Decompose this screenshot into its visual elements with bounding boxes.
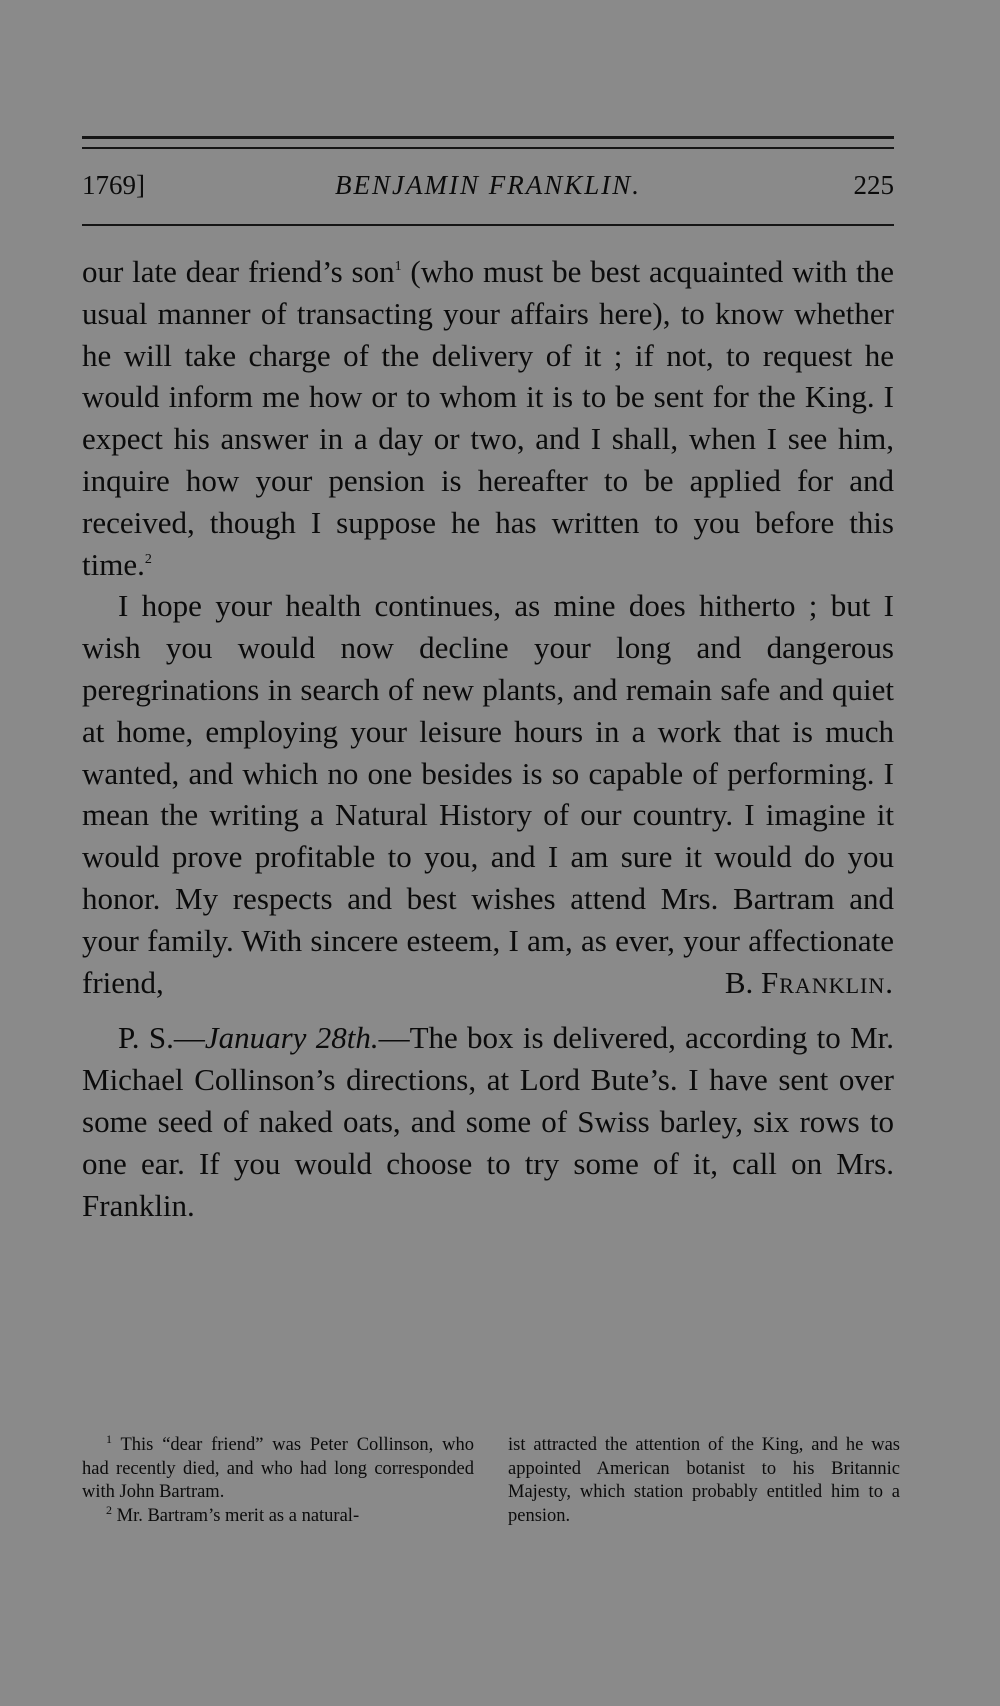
letter-body: [82, 251, 894, 1226]
header-rule-second: [82, 147, 894, 149]
header-rule-bottom: [82, 224, 894, 226]
footnotes-column-left: [82, 1434, 474, 1528]
header-rule-top: [82, 136, 894, 139]
footnotes-column-right: [508, 1434, 900, 1528]
footnote-2-continued: ist attracted the attention of the King, and he was appointed American botanist to his Britannic Majesty, which station probably entitled him to a pension.: [508, 1435, 900, 1526]
footnote-2: $^2$ Mr. Bartram’s merit as a natural-: [106, 1502, 360, 1526]
footnote-1: $^1$ This “dear friend” was Peter Collinson, who had recently died, and who had long corresponded with John Bartram.: [82, 1432, 474, 1502]
footnote-ref-1: 1: [394, 259, 402, 274]
postscript: P. S.—January 28th.—The box is delivered, according to Mr. Michael Collinson’s directions, at Lord Bute’s. I have sent over some seed of naked oats, and some of Swiss barley, six rows to one ear. If you would choose to try some of it, call on Mrs. Franklin.: [82, 1020, 895, 1223]
postscript-date: January 28th.: [204, 1020, 379, 1056]
running-head: [82, 170, 894, 210]
signature: B. Franklin.: [724, 964, 894, 1000]
header-title: BENJAMIN FRANKLIN.: [335, 170, 641, 200]
paragraph-1: our late dear friend’s son$^1$ (who must be best acquainted with the usual manner of transacting your affairs here), to know whether he will take charge of the delivery of it ; if not, to request he would inform me how or to whom it is to be sent for the King. I expect his answer in a day or two, and I shall, when I see him, inquire how your pension is hereafter to be applied for and received, though I suppose he has written to you before this time.$^2$: [82, 254, 894, 582]
footnote-ref-2: 2: [144, 551, 152, 567]
page-number: 225: [853, 170, 894, 200]
paragraph-2: I hope your health continues, as mine does hitherto ; but I wish you would now decline your long and dangerous peregrinations in search of new plants, and remain safe and quiet at home, employing your leisure hours in a work that is much wanted, and which no one besides is so capable of performing. I mean the writing a Natural History of our country. I imagine it would prove profitable to you, and I am sure it would do you honor. My respects and best wishes attend Mrs. Bartram and your family. With sincere esteem, I am, as ever, your affectionate friend, B. Franklin.: [82, 585, 894, 1003]
header-year: 1769]: [82, 170, 145, 200]
